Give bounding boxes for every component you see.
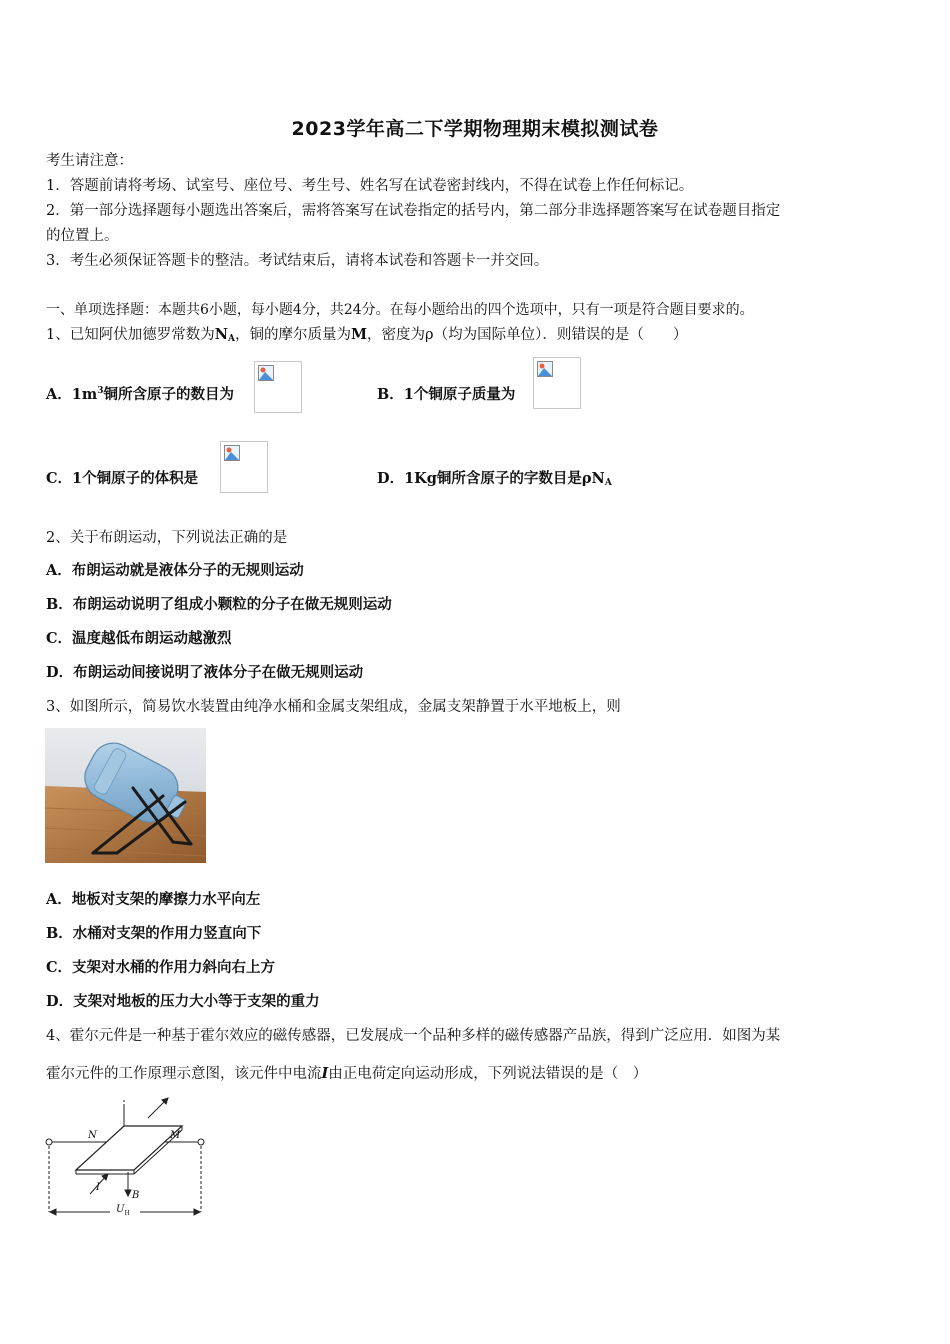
q1-option-c: C．1个铜原子的体积是 xyxy=(46,470,199,487)
diagram-label-m: M xyxy=(170,1130,181,1141)
notice-heading: 考生请注意： xyxy=(46,153,133,169)
q3-option-d: D．支架对地板的压力大小等于支架的重力 xyxy=(46,993,320,1010)
q1-option-b-formula-image xyxy=(533,357,581,409)
q1-option-a-formula-image xyxy=(254,361,302,413)
diagram-label-b: B xyxy=(132,1190,140,1201)
hall-element-diagram xyxy=(40,1090,220,1222)
notice-item-3: 3．考生必须保证答题卡的整洁。考试结束后，请将本试卷和答题卡一并交回。 xyxy=(46,253,549,269)
q4-stem-line-1: 4、霍尔元件是一种基于霍尔效应的磁传感器，已发展成一个品种多样的磁传感器产品族，得到广泛应用．如图为某 xyxy=(46,1028,781,1044)
q3-stem: 3、如图所示，简易饮水装置由纯净水桶和金属支架组成，金属支架静置于水平地板上，则 xyxy=(46,699,621,715)
broken-image-icon xyxy=(537,361,553,377)
q1-option-a: A．$1m^3$铜所含原子的数目为 xyxy=(46,386,234,403)
diagram-label-n: N xyxy=(88,1130,97,1141)
diagram-label-u: $U_H$ xyxy=(116,1204,130,1217)
notice-item-2: 2．第一部分选择题每小题选出答案后，需将答案写在试卷指定的括号内，第二部分非选择题答案写在试卷题目指定 xyxy=(46,203,781,219)
notice-item-1: 1．答题前请将考场、试室号、座位号、考生号、姓名写在试卷密封线内，不得在试卷上作任何标记。 xyxy=(46,178,694,194)
q2-option-b: B．布朗运动说明了组成小颗粒的分子在做无规则运动 xyxy=(46,596,392,613)
q2-option-d: D．布朗运动间接说明了液体分子在做无规则运动 xyxy=(46,664,364,681)
q3-option-c: C．支架对水桶的作用力斜向右上方 xyxy=(46,959,276,976)
page-title: 2023学年高二下学期物理期末模拟测试卷 xyxy=(291,118,659,140)
q2-option-c: C．温度越低布朗运动越激烈 xyxy=(46,630,232,647)
diagram-label-i: I xyxy=(96,1182,100,1193)
section-heading: 一、单项选择题：本题共6小题，每小题4分，共24分。在每小题给出的四个选项中，只有一项是符合题目要求的。 xyxy=(46,302,754,318)
q3-option-b: B．水桶对支架的作用力竖直向下 xyxy=(46,925,262,942)
broken-image-icon xyxy=(224,445,240,461)
q4-stem-line-2: 霍尔元件的工作原理示意图，该元件中电流I由正电荷定向运动形成，下列说法错误的是（ ） xyxy=(46,1065,648,1082)
q2-stem: 2、关于布朗运动，下列说法正确的是 xyxy=(46,530,288,546)
water-dispenser-photo xyxy=(45,728,206,863)
q1-option-b: B．1个铜原子质量为 xyxy=(377,386,516,403)
q1-option-d: D．1Kg铜所含原子的字数目是$\rho N_A$ xyxy=(377,470,612,488)
q1-stem: 1、已知阿伏加德罗常数为$N_A$，铜的摩尔质量为M，密度为ρ（均为国际单位）．则错误的是（ ） xyxy=(46,326,688,344)
q1-option-c-formula-image xyxy=(220,441,268,493)
q3-option-a: A．地板对支架的摩擦力水平向左 xyxy=(46,891,261,908)
broken-image-icon xyxy=(258,365,274,381)
notice-item-2-cont: 的位置上。 xyxy=(46,228,119,244)
q2-option-a: A．布朗运动就是液体分子的无规则运动 xyxy=(46,562,304,579)
